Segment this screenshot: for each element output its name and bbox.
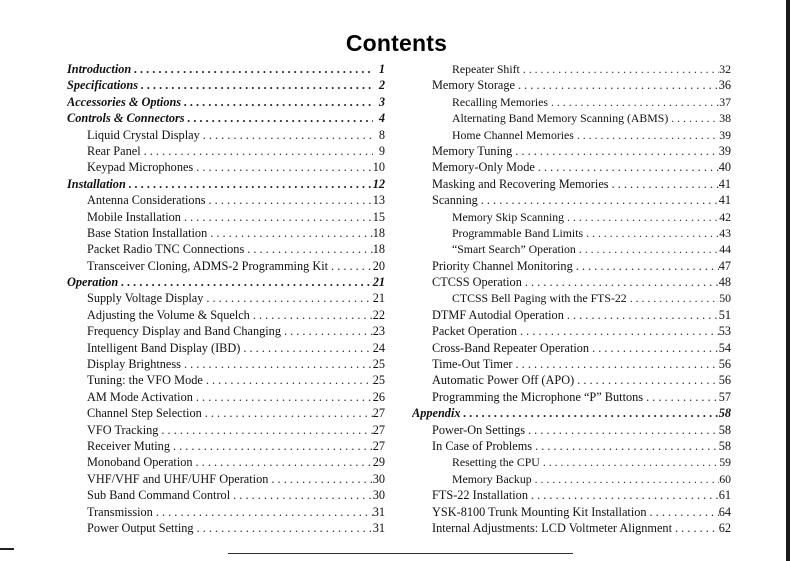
toc-entry-page: 30 [372,471,385,486]
dot-leader [281,323,373,339]
toc-entry-title: Alternating Band Memory Scanning (ABMS) [452,111,669,126]
margin-mark [0,548,14,550]
toc-entry-title: VHF/VHF and UHF/UHF Operation [87,471,269,486]
toc-entry [67,372,385,388]
toc-entry [412,258,731,274]
toc-entry [412,127,731,143]
dot-leader [535,159,719,175]
toc-entry-title: Programmable Band Limits [452,225,584,240]
toc-entry-title: Internal Adjustments: LCD Voltmeter Alignment [432,520,672,535]
toc-entry-page: 4 [378,111,385,126]
dot-leader [170,438,373,454]
toc-entry-title: Sub Band Command Control [87,488,231,503]
toc-entry [412,487,731,503]
toc-entry-title: Transceiver Cloning, ADMS-2 Programming Kit [87,258,329,273]
toc-entry-title: Mobile Installation [87,209,181,224]
toc-entry [412,143,731,159]
toc-entry-title: Adjusting the Volume & Squelch [87,307,250,322]
dot-leader [250,307,373,323]
dot-leader [517,323,719,339]
dot-leader [230,487,373,503]
toc-entry [67,192,385,208]
toc-entry [412,356,731,372]
toc-entry-page: 27 [372,406,385,421]
toc-entry-page: 29 [372,455,385,470]
toc-entry [67,77,385,93]
toc-entry-page: 13 [372,193,385,208]
toc-entry-title: Liquid Crystal Display [87,127,200,142]
dot-leader [193,454,373,470]
toc-entry [67,159,385,175]
dot-leader [240,340,372,356]
toc-entry [67,520,385,536]
page-edge [786,0,790,561]
toc-entry-title: Memory Skip Scanning [452,209,565,224]
toc-entry [412,94,731,110]
toc-entry-page: 64 [718,504,731,519]
toc-entry-page: 32 [719,62,731,76]
toc-right-column [412,61,731,536]
toc-entry-page: 59 [719,455,731,470]
dot-leader [564,307,719,323]
dot-leader [522,274,719,290]
toc-entry-title: Packet Radio TNC Connections [87,242,245,257]
toc-entry-title: Intelligent Band Display (IBD) [87,340,241,355]
toc-entry [412,307,731,323]
toc-entry-title: YSK-8100 Trunk Mounting Kit Installation [432,504,647,519]
dot-leader [138,77,373,93]
toc-entry [67,340,385,356]
toc-entry-title: Memory-Only Mode [432,160,535,175]
toc-entry-title: Cross-Band Repeater Operation [432,340,590,355]
toc-entry-page: 60 [719,471,731,486]
toc-entry [67,127,385,143]
toc-entry [67,61,385,77]
toc-entry-title: Rear Panel [87,143,141,158]
toc-entry-page: 62 [718,520,731,535]
toc-entry-title: Memory Storage [432,78,515,93]
toc-entry-title: Display Brightness [87,357,181,372]
toc-entry-page: 39 [718,143,731,158]
toc-entry-title: Base Station Installation [87,225,208,240]
toc-entry [412,323,731,339]
toc-entry [67,225,385,241]
toc-entry-page: 43 [719,225,731,240]
toc-entry-page: 27 [372,422,385,437]
toc-entry-title: Power Output Setting [87,520,194,535]
dot-leader [193,389,373,405]
toc-entry-page: 31 [372,520,385,535]
dot-leader [532,471,719,487]
toc-entry-title: CTCSS Operation [432,275,522,290]
toc-entry-page: 8 [378,127,385,142]
toc-entry [67,274,385,290]
toc-entry [412,520,731,536]
dot-leader [203,290,372,306]
dot-leader [515,77,719,93]
toc-entry-title: Priority Channel Monitoring [432,258,573,273]
toc-entry [412,405,731,421]
dot-leader [194,520,373,536]
toc-entry-page: 56 [718,373,731,388]
toc-entry [67,356,385,372]
toc-entry [412,241,731,257]
dot-leader [574,372,719,388]
page-title: Contents [345,30,448,56]
toc-entry-page: 22 [372,307,385,322]
toc-entry [67,143,385,159]
toc-entry-page: 18 [372,225,385,240]
toc-entry-title: Installation [67,176,126,191]
dot-leader [574,127,719,143]
toc-entry-title: Supply Voltage Display [87,291,204,306]
toc-entry-page: 40 [718,160,731,175]
toc-entry [67,323,385,339]
toc-entry-page: 53 [718,324,731,339]
toc-entry [67,422,385,438]
dot-leader [609,176,719,192]
toc-entry-page: 58 [718,406,731,421]
toc-entry-title: DTMF Autodial Operation [432,307,564,322]
dot-leader [564,209,719,225]
dot-leader [206,192,373,208]
toc-entry-page: 20 [372,258,385,273]
dot-leader [548,94,719,110]
dot-leader [126,176,373,192]
toc-entry-page: 36 [718,78,731,93]
toc-entry-title: Introduction [67,62,132,76]
toc-entry [412,389,731,405]
toc-entry-title: VFO Tracking [87,422,159,437]
toc-entry [412,504,731,520]
footer-rule [228,553,573,554]
toc-entry-page: 25 [372,357,385,372]
toc-entry [67,504,385,520]
dot-leader [589,340,719,356]
toc-entry-title: Channel Step Selection [87,406,202,421]
toc-entry-page: 26 [372,389,385,404]
toc-entry [67,438,385,454]
toc-entry-page: 54 [718,340,731,355]
toc-entry [412,225,731,241]
dot-leader [207,225,372,241]
dot-leader [185,110,373,126]
toc-entry-page: 27 [372,438,385,453]
toc-entry-page: 58 [718,438,731,453]
toc-entry-title: Recalling Memories [452,94,548,109]
toc-entry-title: Accessories & Options [67,94,182,109]
toc-entry-page: 12 [372,176,385,191]
toc-entry [67,110,385,126]
toc-entry-title: Appendix [412,406,461,421]
toc-entry [67,405,385,421]
toc-entry-page: 51 [718,307,731,322]
toc-entry-page: 31 [372,504,385,519]
toc-entry-page: 41 [718,193,731,208]
dot-leader [268,471,372,487]
toc-entry-page: 56 [718,357,731,372]
dot-leader [193,159,372,175]
toc-entry-page: 24 [372,340,385,355]
toc-entry-title: Controls & Connectors [67,111,185,126]
toc-entry-page: 30 [372,488,385,503]
dot-leader [141,143,373,159]
toc-entry-page: 37 [719,94,731,109]
toc-entry-page: 21 [372,275,385,290]
toc-entry-title: Operation [67,275,119,290]
toc-entry-page: 15 [372,209,385,224]
dot-leader [532,438,719,454]
dot-leader [202,405,373,421]
toc-entry [67,454,385,470]
toc-entry-page: 58 [718,422,731,437]
toc-entry [67,307,385,323]
dot-leader [118,274,372,290]
toc-entry-title: Monoband Operation [87,455,193,470]
toc-entry-title: In Case of Problems [432,438,533,453]
dot-leader [244,241,372,257]
toc-entry-title: Packet Operation [432,324,518,339]
toc-entry-title: “Smart Search” Operation [452,242,576,257]
toc-left-column [67,61,385,536]
toc-entry-title: Resetting the CPU [452,455,540,470]
toc-entry-page: 21 [372,291,385,306]
toc-entry [67,241,385,257]
toc-entry [67,290,385,306]
toc-entry-page: 47 [718,258,731,273]
toc-entry-page: 61 [718,488,731,503]
toc-entry-page: 18 [372,242,385,257]
toc-entry-title: Frequency Display and Band Changing [87,324,281,339]
dot-leader [478,192,719,208]
toc-entry [412,192,731,208]
dot-leader [520,61,719,77]
toc-entry-title: Antenna Considerations [87,193,206,208]
toc-entry-page: 44 [719,242,731,257]
dot-leader [525,422,719,438]
toc-entry-title: Programming the Microphone “P” Buttons [432,389,644,404]
toc-entry-title: CTCSS Bell Paging with the FTS-22 [452,291,627,306]
toc-entry-page: 48 [718,275,731,290]
toc-entry-page: 25 [372,373,385,388]
toc-entry [67,176,385,192]
dot-leader [200,127,373,143]
dot-leader [203,372,373,388]
dot-leader [583,225,719,241]
toc-entry-title: Masking and Recovering Memories [432,176,609,191]
dot-leader [328,258,373,274]
toc-entry [412,209,731,225]
toc-entry [412,110,731,126]
toc-entry-page: 9 [378,143,385,158]
toc-entry [412,176,731,192]
toc-entry-page: 1 [378,62,385,76]
toc-entry [412,372,731,388]
toc-entry [67,487,385,503]
toc-entry-title: Receiver Muting [87,438,170,453]
toc-entry-page: 3 [378,94,385,109]
toc-entry-title: Scanning [432,193,478,208]
toc-entry [67,389,385,405]
toc-entry-page: 50 [719,291,731,306]
dot-leader [131,61,373,77]
dot-leader [513,356,719,372]
toc-entry-page: 57 [718,389,731,404]
toc-entry [412,471,731,487]
toc-entry-title: Specifications [67,78,139,93]
toc-entry-title: FTS-22 Installation [432,488,528,503]
dot-leader [528,487,719,503]
dot-leader [153,504,373,520]
toc-entry-page: 38 [719,111,731,126]
dot-leader [643,389,719,405]
toc-entry-title: Automatic Power Off (APO) [432,373,575,388]
toc-entry-page: 23 [372,324,385,339]
toc-entry [412,422,731,438]
dot-leader [181,94,373,110]
dot-leader [672,520,719,536]
dot-leader [181,356,373,372]
toc-entry-title: Transmission [87,504,153,519]
toc-entry-title: Repeater Shift [452,62,520,76]
toc-entry-page: 42 [719,209,731,224]
toc-entry [67,94,385,110]
toc-entry-page: 41 [718,176,731,191]
dot-leader [647,504,719,520]
toc-entry-title: Memory Tuning [432,143,513,158]
dot-leader [668,110,719,126]
dot-leader [540,454,719,470]
dot-leader [573,258,719,274]
dot-leader [512,143,718,159]
toc-entry-title: Memory Backup [452,471,532,486]
toc-entry [67,258,385,274]
toc-entry [412,77,731,93]
dot-leader [576,241,719,257]
toc-entry-title: Power-On Settings [432,422,526,437]
toc-entry [412,340,731,356]
toc-entry-title: Time-Out Timer [432,357,513,372]
toc-entry-title: Home Channel Memories [452,127,574,142]
toc-entry-title: Tuning: the VFO Mode [87,373,203,388]
toc-entry-page: 39 [719,127,731,142]
toc-entry [412,61,731,77]
toc-entry [412,438,731,454]
toc-entry [412,290,731,306]
toc-entry-title: Keypad Microphones [87,160,194,175]
toc-entry-page: 2 [378,78,385,93]
toc-entry-title: AM Mode Activation [87,389,193,404]
toc-entry-page: 10 [372,160,385,175]
toc-entry [412,454,731,470]
toc-entry [67,209,385,225]
dot-leader [181,209,373,225]
dot-leader [627,290,719,306]
toc-entry [67,471,385,487]
toc-entry [412,159,731,175]
dot-leader [158,422,372,438]
dot-leader [461,405,719,421]
toc-entry [412,274,731,290]
